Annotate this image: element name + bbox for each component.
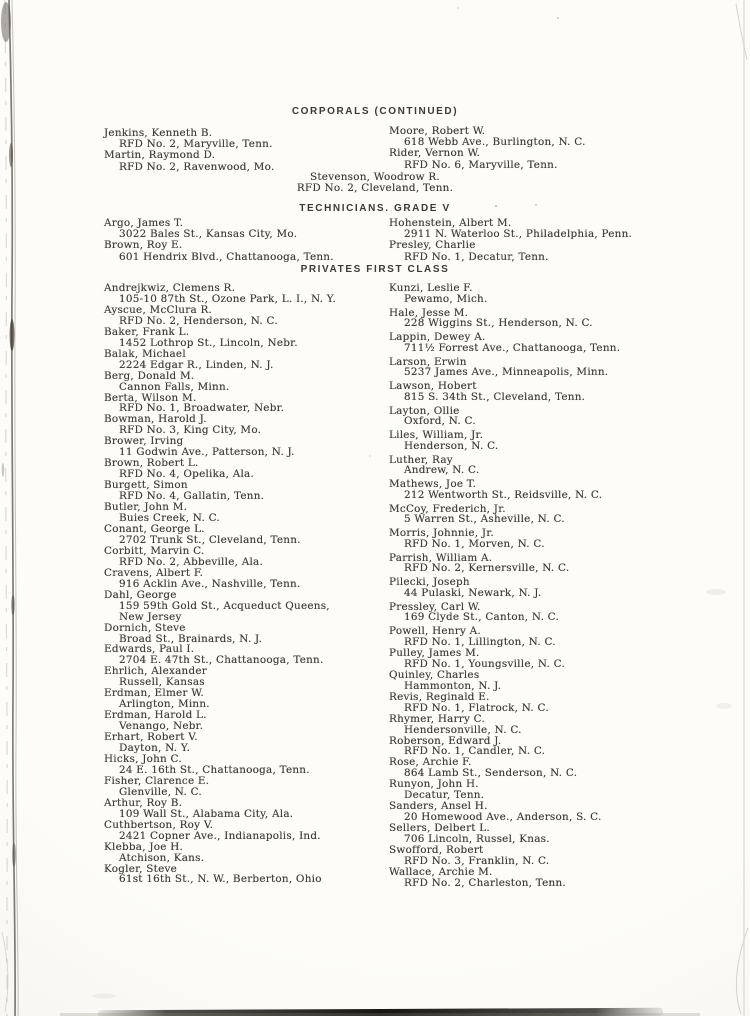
roster-entry (104, 732, 396, 754)
person-name: Erdman, Elmer W. (104, 687, 204, 700)
roster-entry (389, 455, 709, 477)
person-name: Berg, Donald M. (104, 369, 195, 382)
person-name: Roberson, Edward J. (389, 734, 502, 747)
person-name: Baker, Frank L. (104, 325, 190, 338)
person-name: Ayscue, McClura R. (104, 303, 213, 316)
person-address-line: Cannon Falls, Minn. (119, 380, 230, 393)
person-address-line: Henderson, N. C. (404, 439, 499, 452)
person-address-line: RFD No. 3, King City, Mo. (119, 424, 262, 437)
person-name: Rhymer, Harry C. (389, 712, 486, 725)
roster-entry (104, 842, 396, 864)
roster-entry (104, 568, 396, 590)
person-name: Luther, Ray (389, 453, 453, 466)
person-address-line: RFD No. 4, Opelika, Ala. (119, 468, 255, 481)
person-address-line: 2704 E. 47th St., Chattanooga, Tenn. (119, 654, 324, 667)
roster-entry (389, 283, 709, 305)
person-address-line: RFD No. 1, Lillington, N. C. (404, 635, 556, 648)
roster-entry (389, 714, 709, 736)
roster-entry (104, 371, 396, 393)
person-address-line: Broad St., Brainards, N. J. (119, 632, 263, 645)
person-name: Quinley, Charles (389, 668, 480, 681)
person-address-line: 44 Pulaski, Newark, N. J. (404, 586, 542, 599)
roster-entry (389, 577, 709, 599)
person-address-line: Dayton, N. Y. (119, 742, 191, 755)
person-name: Larson, Erwin (389, 355, 467, 368)
person-address-line: Arlington, Minn. (119, 698, 210, 711)
person-address-line: 2702 Trunk St., Cleveland, Tenn. (119, 533, 301, 546)
person-name: McCoy, Frederich, Jr. (389, 502, 506, 515)
person-name: Swofford, Robert (389, 844, 484, 857)
person-address-line: 20 Homewood Ave., Anderson, S. C. (404, 811, 602, 824)
roster-entry (104, 327, 396, 349)
person-address-line: 105-10 87th St., Ozone Park, L. I., N. Y. (119, 292, 337, 305)
person-name: Brown, Roy E. (104, 239, 183, 252)
roster-entry (104, 393, 396, 415)
roster-entry (104, 349, 396, 371)
person-address-line: 2911 N. Waterloo St., Philadelphia, Penn. (404, 228, 633, 241)
person-name: Butler, John M. (104, 501, 188, 514)
person-name: Rose, Archie F. (389, 756, 472, 769)
person-name: Kunzi, Leslie F. (389, 282, 473, 294)
person-address-line: 61st 16th St., N. W., Berberton, Ohio (119, 873, 322, 886)
roster-entry (389, 736, 709, 758)
person-address-line: Buies Creek, N. C. (119, 512, 220, 525)
person-name: Jenkins, Kenneth B. (104, 127, 213, 139)
person-address-line: RFD No. 1, Flatrock, N. C. (404, 701, 549, 714)
person-name: Rider, Vernon W. (389, 147, 481, 160)
person-name: Conant, George L. (104, 522, 205, 535)
person-name: Layton, Ollie (389, 404, 460, 417)
person-address-line: 228 Wiggins St., Henderson, N. C. (404, 317, 593, 330)
roster-entry (104, 546, 396, 568)
roster-entry (389, 867, 709, 889)
roster-entry (104, 754, 396, 776)
roster-entry (389, 126, 709, 148)
roster-entry (104, 776, 396, 798)
person-address-line: RFD No. 6, Maryville, Tenn. (404, 158, 558, 171)
roster-entry (104, 820, 396, 842)
roster-entry (389, 823, 709, 845)
person-address-line: 11 Godwin Ave., Patterson, N. J. (119, 446, 295, 459)
person-address-line: Oxford, N. C. (404, 415, 476, 428)
person-address-line: 1452 Lothrop St., Lincoln, Nebr. (119, 336, 298, 349)
section-header-privates: PRIVATES FIRST CLASS (300, 264, 450, 275)
person-address-line: RFD No. 3, Franklin, N. C. (404, 855, 550, 868)
roster-entry (389, 779, 709, 801)
person-name: Burgett, Simon (104, 479, 188, 492)
person-name: Berta, Wilson M. (104, 391, 197, 404)
person-address-line: 3022 Bales St., Kansas City, Mo. (119, 228, 298, 241)
roster-entry (104, 623, 396, 645)
person-address-line: 864 Lamb St., Senderson, N. C. (404, 767, 578, 780)
person-name: Dahl, George (104, 588, 177, 601)
technicians-right-column (389, 218, 709, 263)
person-address-line: Andrew, N. C. (404, 464, 480, 477)
person-address-line: Glenville, N. C. (119, 785, 202, 798)
roster-entry (104, 524, 396, 546)
roster-entry (389, 148, 709, 170)
roster-entry (104, 150, 396, 172)
person-name: Kogler, Steve (104, 862, 178, 875)
person-name: Bowman, Harold J. (104, 413, 207, 426)
person-name: Ehrlich, Alexander (104, 665, 207, 678)
person-address-line: RFD No. 2, Kernersville, N. C. (404, 562, 570, 575)
roster-entry (104, 480, 396, 502)
person-name: Fisher, Clarence E. (104, 774, 210, 787)
person-name: Pilecki, Joseph (389, 576, 470, 588)
privates-left-column (104, 283, 396, 885)
person-name: Brown, Robert L. (104, 457, 199, 470)
person-address-line: 601 Hendrix Blvd., Chattanooga, Tenn. (119, 250, 334, 263)
person-address-line: 2224 Edgar R., Linden, N. J. (119, 358, 274, 371)
person-name: Balak, Michael (104, 347, 186, 360)
roster-entry (104, 414, 396, 436)
roster-entry (389, 602, 709, 624)
roster-entry (104, 305, 396, 327)
person-name: Dornich, Steve (104, 621, 186, 634)
person-name: Erhart, Robert V. (104, 731, 198, 744)
person-address-line: 5 Warren St., Asheville, N. C. (404, 513, 565, 526)
person-name: Andrejkwiz, Clemens R. (104, 282, 236, 294)
person-name: Cravens, Albert F. (104, 566, 204, 579)
roster-entry (389, 406, 709, 428)
person-name: Sanders, Ansel H. (389, 800, 488, 813)
person-address-line: RFD No. 2, Ravenwood, Mo. (119, 160, 275, 173)
person-name: Presley, Charlie (389, 239, 476, 252)
roster-entry (389, 504, 709, 526)
person-name: Sellers, Delbert L. (389, 822, 490, 835)
person-address-line: Decatur, Tenn. (404, 789, 485, 802)
person-address-line: Hendersonville, N. C. (404, 723, 522, 736)
person-address-line: 2421 Copner Ave., Indianapolis, Ind. (119, 829, 321, 842)
roster-entry (104, 240, 396, 262)
roster-entry (389, 670, 709, 692)
person-name: Hale, Jesse M. (389, 306, 469, 319)
person-address-line: RFD No. 4, Gallatin, Tenn. (119, 490, 265, 503)
person-address-line: RFD No. 1, Decatur, Tenn. (404, 250, 549, 263)
section-header-corporals: CORPORALS (CONTINUED) (291, 106, 459, 117)
roster-entry (104, 218, 396, 240)
roster-entry (104, 688, 396, 710)
person-address-line: Venango, Nebr. (119, 720, 204, 733)
person-address-line: 109 Wall St., Alabama City, Ala. (119, 807, 294, 820)
person-address-line: Atchison, Kans. (119, 851, 205, 864)
person-name: Lawson, Hobert (389, 380, 477, 392)
roster-entry (389, 308, 709, 330)
person-address-line: 212 Wentworth St., Reidsville, N. C. (404, 488, 603, 501)
roster-entry (104, 644, 396, 666)
roster-entry (389, 626, 709, 648)
person-address-line: 711½ Forrest Ave., Chattanooga, Tenn. (404, 341, 621, 354)
roster-entry (104, 798, 396, 820)
person-name: Morris, Johnnie, Jr. (389, 527, 494, 539)
person-name: Martin, Raymond D. (104, 149, 216, 162)
roster-entry (389, 240, 709, 262)
roster-entry (104, 128, 396, 150)
person-address-line: RFD No. 2, Charleston, Tenn. (404, 876, 566, 889)
person-address-line: Pewamo, Mich. (404, 292, 488, 305)
roster-entry (389, 845, 709, 867)
roster-entry (389, 357, 709, 379)
person-name: Stevenson, Woodrow R. (310, 171, 440, 183)
person-address-line: 916 Acklin Ave., Nashville, Tenn. (119, 577, 301, 590)
roster-entry (104, 666, 396, 688)
person-name: Powell, Henry A. (389, 625, 481, 637)
person-address-line: 706 Lincoln, Russel, Knas. (404, 833, 550, 846)
person-name: Runyon, John H. (389, 778, 479, 791)
person-address-line: Hammonton, N. J. (404, 679, 502, 692)
person-address-line: RFD No. 2, Maryville, Tenn. (119, 138, 273, 151)
person-address-line: RFD No. 1, Morven, N. C. (404, 537, 545, 550)
person-name: Pulley, James M. (389, 646, 480, 659)
person-address-line: RFD No. 2, Abbeville, Ala. (119, 555, 264, 568)
person-address-line: RFD No. 1, Candler, N. C. (404, 745, 546, 758)
corporals-center-entry (75, 172, 675, 194)
person-name: Erdman, Harold L. (104, 709, 207, 722)
roster-entry (389, 332, 709, 354)
person-address-line: 618 Webb Ave., Burlington, N. C. (404, 136, 586, 149)
person-name: Argo, James T. (104, 217, 184, 229)
person-name: Mathews, Joe T. (389, 478, 477, 490)
person-name: Corbitt, Marvin C. (104, 544, 205, 557)
roster-entry (389, 528, 709, 550)
roster-entry (104, 590, 396, 623)
person-name: Arthur, Roy B. (104, 796, 183, 809)
roster-entry (104, 436, 396, 458)
person-name: Moore, Robert W. (389, 125, 486, 137)
corporals-left-column (104, 128, 396, 173)
person-name: Lappin, Dewey A. (389, 331, 486, 343)
privates-right-column (389, 283, 709, 889)
person-name: Cuthbertson, Roy V. (104, 818, 214, 831)
roster-entry (389, 479, 709, 501)
person-name: Klebba, Joe H. (104, 840, 184, 853)
person-name: Hicks, John C. (104, 752, 182, 765)
technicians-left-column (104, 218, 396, 263)
roster-entry (75, 172, 675, 194)
roster-entry (104, 458, 396, 480)
person-name: Brower, Irving (104, 435, 184, 448)
person-address-line: RFD No. 1, Youngsville, N. C. (404, 657, 565, 670)
person-address-line: RFD No. 2, Cleveland, Tenn. (296, 182, 454, 195)
roster-entry (389, 381, 709, 403)
person-name: Hohenstein, Albert M. (389, 217, 512, 229)
roster-entry (104, 502, 396, 524)
person-address-line: Russell, Kansas (119, 676, 205, 689)
person-name: Pressley, Carl W. (389, 600, 481, 613)
person-name: Parrish, William A. (389, 551, 493, 564)
person-address-line: RFD No. 2, Henderson, N. C. (119, 314, 278, 327)
person-name: Revis, Reginald E. (389, 690, 490, 703)
roster-entry (104, 283, 396, 305)
bottom-scan-shadow (60, 1008, 700, 1016)
person-address-line: RFD No. 1, Broadwater, Nebr. (119, 402, 285, 415)
roster-entry (389, 757, 709, 779)
roster-entry (389, 553, 709, 575)
roster-entry (389, 692, 709, 714)
roster-entry (104, 710, 396, 732)
section-header-technicians: TECHNICIANS. GRADE V (299, 203, 451, 214)
person-address-line: New Jersey (119, 610, 182, 623)
left-binding-tear-mark (1, 0, 18, 1016)
roster-entry (389, 218, 709, 240)
person-name: Wallace, Archie M. (389, 865, 493, 878)
person-name: Liles, William, Jr. (389, 429, 484, 441)
person-address-line: 815 S. 34th St., Cleveland, Tenn. (404, 390, 586, 403)
person-address-line: 159 59th Gold St., Acqueduct Queens, (119, 599, 330, 612)
roster-entry (389, 430, 709, 452)
person-address-line: 24 E. 16th St., Chattanooga, Tenn. (119, 763, 310, 776)
roster-entry (389, 648, 709, 670)
corporals-right-column (389, 126, 709, 171)
person-address-line: 5237 James Ave., Minneapolis, Minn. (404, 366, 609, 379)
roster-entry (104, 864, 396, 886)
roster-entry (389, 801, 709, 823)
person-address-line: 169 Clyde St., Canton, N. C. (404, 611, 560, 624)
person-name: Edwards, Paul I. (104, 643, 195, 656)
